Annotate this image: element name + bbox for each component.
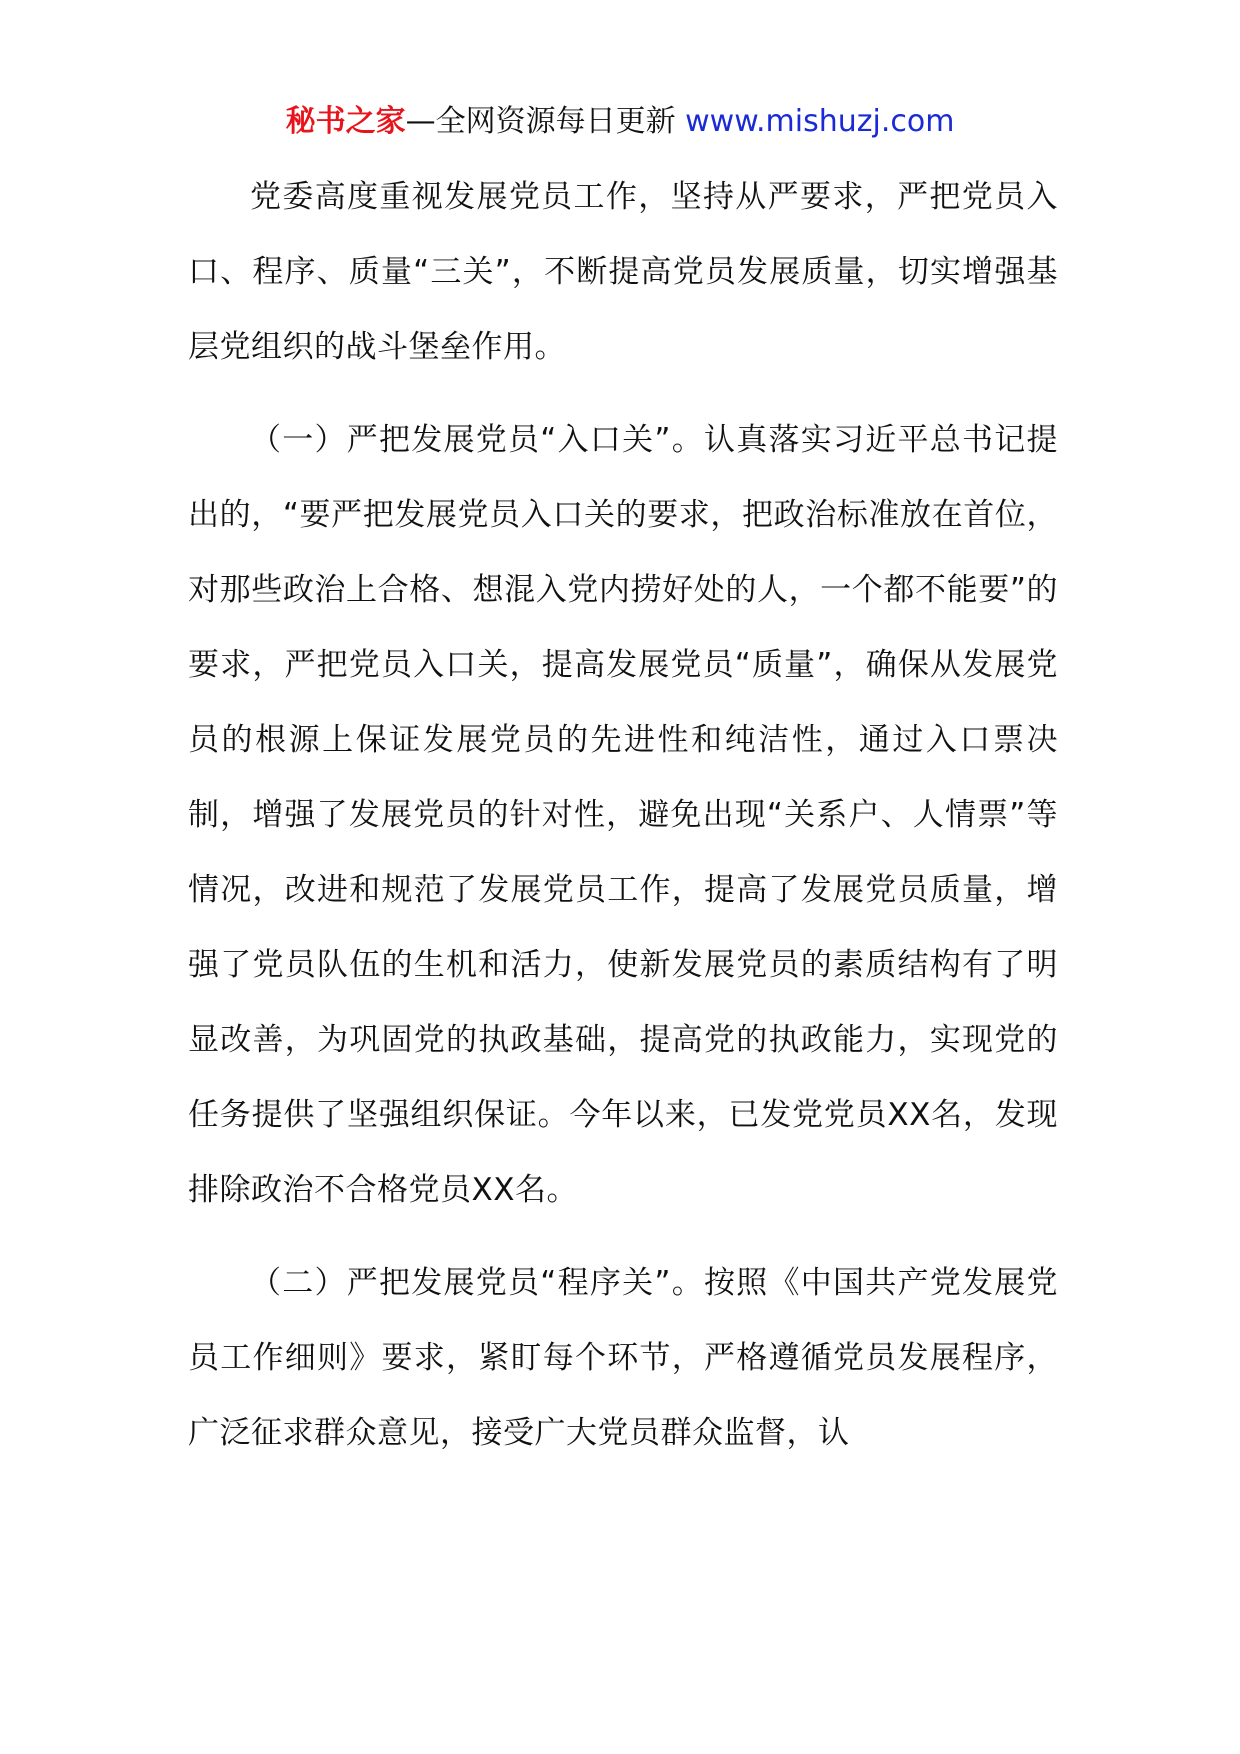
- paragraph-procedure-gate: （二）严把发展党员“程序关”。按照《中国共产党发展党员工作细则》要求，紧盯每个环节，严格遵循党员发展程序，广泛征求群众意见，接受广大党员群众监督，认: [188, 1265, 1058, 1451]
- site-header: [0, 100, 1240, 144]
- brand-name: 秘书之家: [285, 104, 406, 139]
- paragraph-entry-gate: （一）严把发展党员“入口关”。认真落实习近平总书记提出的，“要严把发展党员入口关的要求，把政治标准放在首位，对那些政治上合格、想混入党内捞好处的人，一个都不能要”的要求，严把党员入口关，提高发展党员“质量”，确保从发展党员的根源上保证发展党员的先进性和纯洁性，通过入口票决制，增强了发展党员的针对性，避免出现“关系户、人情票”等情况，改进和规范了发展党员工作，提高了发展党员质量，增强了党员队伍的生机和活力，使新发展党员的素质结构有了明显改善，为巩固党的执政基础，提高党的执政能力，实现党的任务提供了坚强组织保证。今年以来，已发党党员XX名，发现排除政治不合格党员XX名。: [188, 422, 1058, 1208]
- document-body: [188, 160, 1058, 1471]
- paragraph-intro: 党委高度重视发展党员工作，坚持从严要求，严把党员入口、程序、质量“三关”，不断提高党员发展质量，切实增强基层党组织的战斗堡垒作用。: [188, 179, 1058, 365]
- header-tagline: —全网资源每日更新: [405, 104, 676, 139]
- site-url-link[interactable]: www.mishuzj.com: [685, 104, 955, 139]
